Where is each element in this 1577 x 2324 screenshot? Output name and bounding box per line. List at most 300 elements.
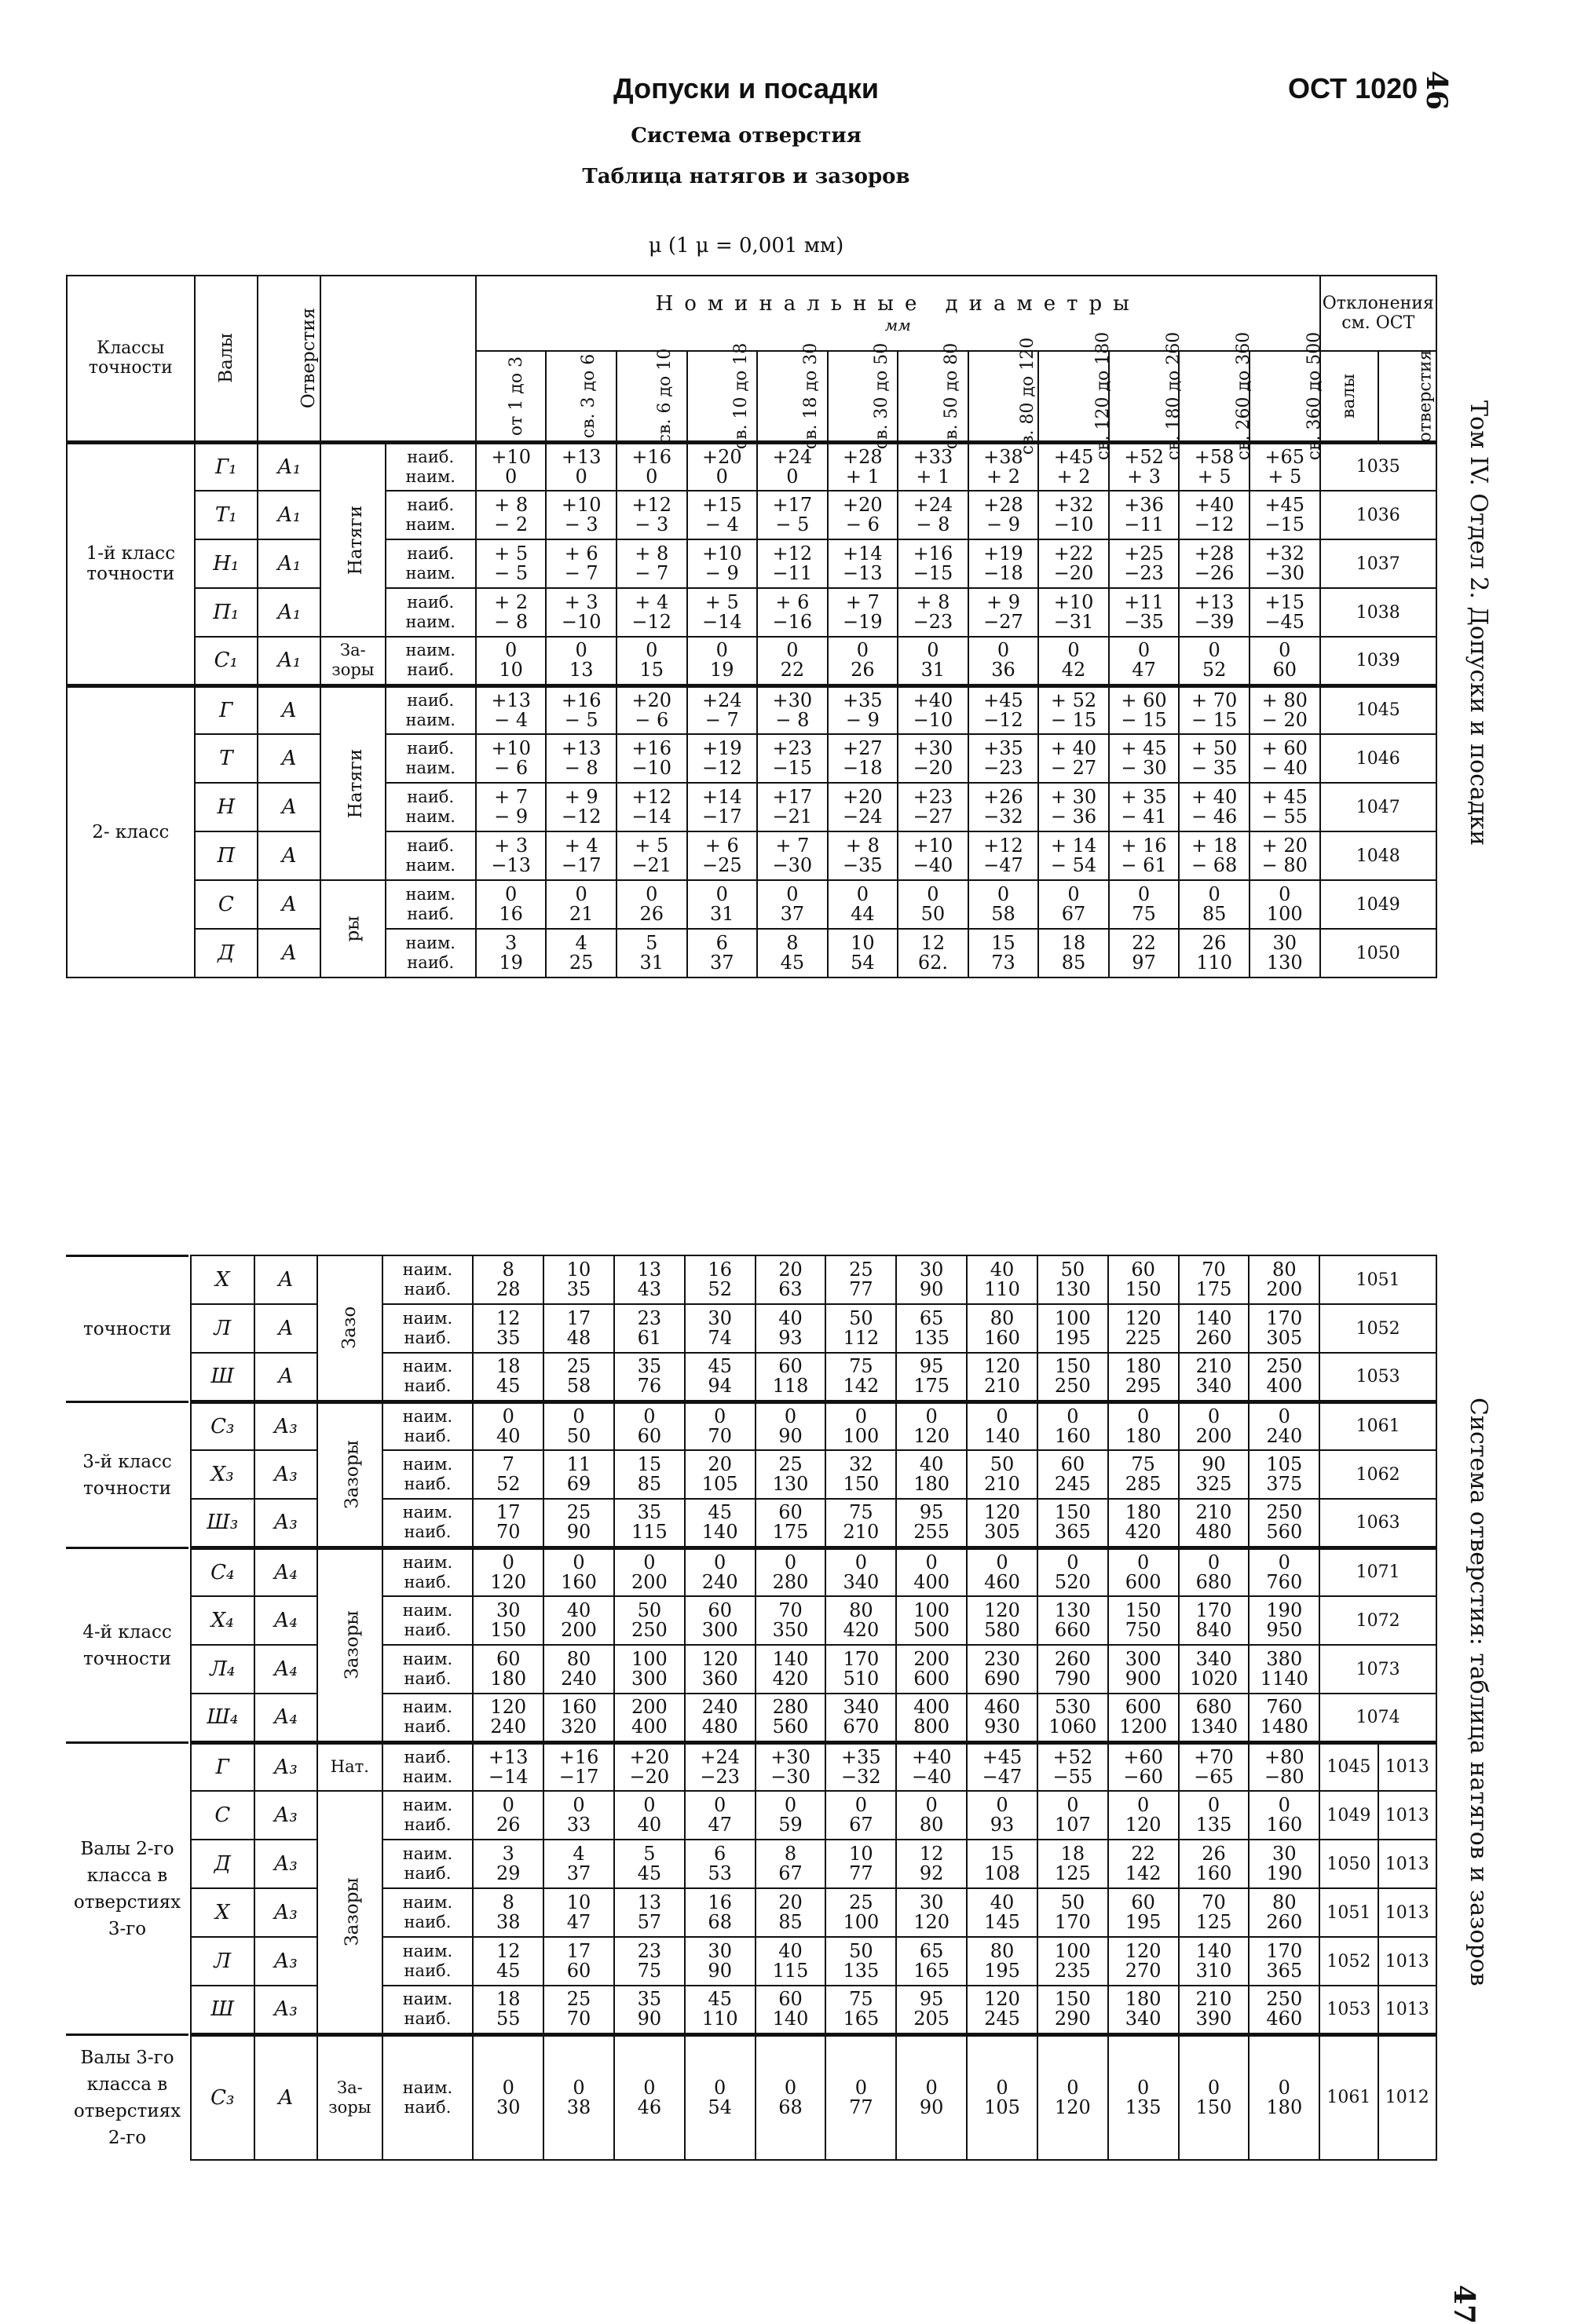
- value-1: +20: [629, 1745, 670, 1768]
- value-cell: [896, 1353, 967, 1401]
- value-2: −23: [1124, 562, 1164, 584]
- limit-label-2: наиб.: [404, 1961, 452, 1980]
- value-2: 52: [1202, 659, 1227, 681]
- value-1: 45: [708, 1355, 732, 1378]
- hole-cell: А₁: [258, 442, 320, 491]
- value-1: +10: [913, 835, 953, 857]
- value-1: 0: [1137, 1794, 1150, 1816]
- value-cell: [685, 1596, 756, 1645]
- table-row: [67, 685, 1436, 734]
- value-cell: [757, 491, 828, 539]
- value-1: 95: [919, 1988, 944, 2011]
- value-1: 260: [1054, 1648, 1091, 1670]
- value-2: 110: [984, 1278, 1020, 1300]
- value-2: − 8: [564, 757, 598, 779]
- value-cell: [1250, 880, 1320, 929]
- value-cell: [614, 1255, 685, 1304]
- limit-label-1: наим.: [402, 1260, 453, 1279]
- limit-label-1: наиб.: [407, 447, 455, 466]
- value-cell: [476, 831, 547, 880]
- limit-labels: [382, 1255, 474, 1304]
- value-1: + 7: [845, 591, 880, 613]
- value-1: 150: [1054, 1988, 1091, 2011]
- kind-ry: [320, 880, 385, 977]
- ost-shaft: 1052: [1319, 1937, 1378, 1986]
- value-2: 35: [496, 1327, 521, 1349]
- value-1: 120: [984, 1501, 1020, 1524]
- limit-label-2: наим.: [405, 612, 456, 631]
- value-cell: [1108, 1596, 1179, 1645]
- value-1: 250: [1266, 1501, 1303, 1524]
- value-2: 200: [561, 1619, 597, 1641]
- value-1: + 18: [1191, 835, 1238, 857]
- value-cell: [1249, 1986, 1319, 2034]
- value-2: − 20: [1261, 708, 1308, 731]
- value-1: +28: [983, 494, 1023, 516]
- value-1: 11: [566, 1453, 591, 1475]
- value-1: +35: [841, 1745, 881, 1768]
- value-2: 235: [1054, 1960, 1091, 1982]
- value-1: 0: [715, 883, 728, 905]
- ost-shaft: 1049: [1319, 1791, 1378, 1840]
- range-label: св. 360 до 500: [1304, 331, 1325, 460]
- value-1: 0: [502, 1405, 514, 1427]
- kind-zazory-5: [317, 1791, 382, 2034]
- value-1: 0: [925, 1551, 938, 1573]
- value-2: 670: [843, 1716, 880, 1738]
- value-2: − 46: [1191, 806, 1238, 828]
- value-2: 92: [919, 1862, 944, 1884]
- value-cell: [1038, 685, 1109, 734]
- value-2: 180: [913, 1473, 950, 1495]
- limit-label-2: наиб.: [404, 1474, 452, 1493]
- value-cell: [1038, 880, 1109, 929]
- limit-labels: [382, 1888, 474, 1937]
- value-2: 180: [490, 1668, 527, 1690]
- value-cell: [1037, 2034, 1108, 2160]
- value-1: 210: [1195, 1501, 1232, 1524]
- value-1: 30: [708, 1307, 732, 1329]
- value-cell: [1037, 1937, 1108, 1986]
- value-cell: [1109, 588, 1180, 637]
- value-cell: [543, 2034, 614, 2160]
- value-2: 115: [772, 1960, 809, 1982]
- value-cell: [967, 1694, 1037, 1742]
- value-1: 0: [925, 1794, 938, 1816]
- kind-zazory-1: За-зоры: [320, 637, 385, 685]
- value-cell: [828, 491, 898, 539]
- value-2: 120: [1054, 2096, 1091, 2118]
- shaft-cell: Н₁: [195, 539, 258, 588]
- value-2: 94: [708, 1375, 732, 1398]
- value-2: 31: [710, 903, 734, 925]
- value-2: 160: [1054, 1424, 1091, 1447]
- value-2: 13: [569, 659, 594, 681]
- value-2: 680: [1195, 1570, 1232, 1593]
- ost-ref: 1050: [1320, 929, 1436, 977]
- value-2: 270: [1125, 1960, 1162, 1982]
- value-2: −47: [983, 854, 1023, 876]
- value-cell: [757, 929, 828, 977]
- value-cell: [685, 1888, 756, 1937]
- value-cell: [757, 637, 828, 685]
- value-1: 5: [643, 1843, 656, 1865]
- value-1: 0: [1137, 883, 1151, 905]
- value-2: 70: [708, 1424, 732, 1447]
- value-2: 375: [1266, 1473, 1303, 1495]
- value-1: 180: [1125, 1501, 1162, 1524]
- value-cell: [1249, 1304, 1319, 1353]
- value-2: − 41: [1121, 806, 1167, 828]
- value-1: +40: [913, 689, 953, 711]
- value-cell: [825, 1937, 896, 1986]
- shaft-cell: Т₁: [195, 491, 258, 539]
- table-row: [67, 831, 1436, 880]
- value-2: −20: [913, 757, 953, 779]
- value-2: 40: [496, 1424, 521, 1447]
- value-2: 280: [772, 1570, 809, 1593]
- value-2: 52: [708, 1278, 732, 1300]
- value-1: 26: [1202, 1843, 1226, 1865]
- value-cell: [473, 1694, 543, 1742]
- value-2: 97: [1132, 952, 1156, 974]
- value-1: + 60: [1121, 689, 1167, 711]
- value-2: 26: [639, 903, 664, 925]
- range-label: св. 180 до 260: [1164, 331, 1184, 460]
- value-1: 120: [490, 1696, 527, 1719]
- group-class1: 1-й класс точности: [67, 442, 195, 685]
- value-2: 67: [778, 1862, 803, 1884]
- value-1: + 4: [564, 835, 598, 857]
- value-2: 750: [1125, 1619, 1162, 1641]
- value-cell: [614, 1791, 685, 1840]
- hole-cell: А₃: [254, 1742, 318, 1791]
- value-cell: [896, 1840, 967, 1888]
- value-cell: [1250, 783, 1320, 831]
- ost-ref: 1045: [1320, 685, 1436, 734]
- value-2: 340: [1195, 1375, 1232, 1398]
- value-2: 690: [984, 1668, 1020, 1690]
- value-1: 0: [996, 1551, 1008, 1573]
- ost-hole: 1013: [1378, 1742, 1436, 1791]
- value-2: 135: [1195, 1814, 1232, 1836]
- value-2: 145: [984, 1911, 1020, 1933]
- value-cell: [617, 539, 687, 588]
- col-range-1: [546, 351, 617, 442]
- value-cell: [687, 929, 758, 977]
- value-cell: [473, 1791, 543, 1840]
- value-2: 63: [778, 1278, 803, 1300]
- value-2: 25: [569, 952, 594, 974]
- ost-shaft: 1045: [1319, 1742, 1378, 1791]
- value-1: 0: [1067, 2076, 1079, 2099]
- value-1: 0: [927, 639, 939, 662]
- value-cell: [685, 1401, 756, 1450]
- value-cell: [1249, 1937, 1319, 1986]
- table-subtitle: Таблица натягов и зазоров: [582, 165, 910, 188]
- value-cell: [896, 1304, 967, 1353]
- value-1: 75: [849, 1501, 873, 1524]
- value-2: 150: [490, 1619, 527, 1641]
- value-cell: [1179, 1694, 1250, 1742]
- value-cell: [687, 539, 758, 588]
- value-1: 0: [1207, 2076, 1220, 2099]
- value-2: 140: [772, 2008, 809, 2030]
- limit-labels: [382, 1694, 474, 1742]
- value-cell: [756, 1304, 826, 1353]
- value-2: 26: [851, 659, 875, 681]
- value-cell: [1108, 1255, 1179, 1304]
- value-1: +27: [843, 737, 883, 759]
- shaft-cell: Г: [195, 685, 258, 734]
- value-cell: [1179, 1450, 1250, 1499]
- value-cell: [757, 539, 828, 588]
- limit-label-2: наим.: [405, 466, 456, 486]
- value-2: 100: [1266, 903, 1303, 925]
- value-1: + 5: [704, 591, 739, 613]
- value-2: 360: [701, 1668, 738, 1690]
- value-1: 240: [701, 1696, 738, 1719]
- limit-label-2: наиб.: [404, 1717, 452, 1737]
- kind-zazory-3: [317, 1401, 382, 1548]
- limit-labels: [386, 637, 476, 685]
- value-1: 35: [637, 1355, 662, 1378]
- value-1: +10: [561, 494, 602, 516]
- value-2: 130: [1054, 1278, 1091, 1300]
- value-2: 1140: [1260, 1668, 1308, 1690]
- value-cell: [1037, 1353, 1108, 1401]
- value-2: 135: [1125, 2096, 1162, 2118]
- value-2: 295: [1125, 1375, 1162, 1398]
- value-cell: [1179, 2034, 1250, 2160]
- value-2: −35: [1124, 611, 1164, 633]
- value-1: +13: [561, 737, 602, 759]
- value-1: 100: [631, 1648, 668, 1670]
- value-2: 140: [701, 1521, 738, 1544]
- value-2: 600: [1125, 1570, 1162, 1593]
- value-1: +45: [1264, 494, 1305, 516]
- value-2: 245: [1054, 1473, 1091, 1495]
- value-cell: [967, 1840, 1037, 1888]
- hole-cell: А₃: [254, 1937, 318, 1986]
- shaft-cell: С₄: [191, 1548, 254, 1596]
- value-1: +30: [913, 737, 953, 759]
- value-cell: [1109, 685, 1180, 734]
- limit-labels: [382, 1353, 474, 1401]
- value-1: + 35: [1121, 786, 1167, 808]
- value-2: + 1: [845, 465, 880, 488]
- value-2: 240: [490, 1716, 527, 1738]
- value-cell: [614, 1888, 685, 1937]
- value-2: 340: [843, 1570, 880, 1593]
- value-2: 68: [778, 2096, 803, 2118]
- value-cell: [546, 831, 617, 880]
- value-2: −30: [772, 854, 813, 876]
- value-1: + 6: [704, 835, 739, 857]
- value-1: 0: [715, 639, 728, 662]
- value-cell: [825, 1986, 896, 2034]
- value-2: −25: [701, 854, 742, 876]
- value-cell: [896, 1791, 967, 1840]
- value-2: 1020: [1189, 1668, 1239, 1690]
- value-1: 380: [1266, 1648, 1303, 1670]
- value-2: 60: [1272, 659, 1297, 681]
- value-2: 0: [646, 465, 658, 488]
- value-2: 100: [843, 1424, 880, 1447]
- value-cell: [1108, 1840, 1179, 1888]
- value-1: 0: [1067, 883, 1080, 905]
- value-2: 35: [566, 1278, 591, 1300]
- value-2: −10: [913, 708, 953, 731]
- value-2: 420: [843, 1619, 880, 1641]
- value-1: + 14: [1050, 835, 1097, 857]
- value-2: −17: [558, 1765, 599, 1788]
- value-1: +13: [561, 445, 602, 468]
- value-1: + 8: [916, 591, 950, 613]
- col-diameters: [476, 276, 1320, 351]
- value-2: 400: [1266, 1375, 1303, 1398]
- value-cell: [617, 637, 687, 685]
- value-2: 90: [778, 1424, 803, 1447]
- group-class2: 2- класс: [67, 685, 195, 977]
- kind-zazo-label: Зазо: [339, 1306, 360, 1350]
- value-cell: [896, 1596, 967, 1645]
- value-cell: [1249, 1694, 1319, 1742]
- value-1: 0: [1207, 1794, 1220, 1816]
- value-1: 18: [496, 1355, 521, 1378]
- value-cell: [617, 783, 687, 831]
- value-2: 0: [575, 465, 587, 488]
- value-2: 165: [913, 1960, 950, 1982]
- value-cell: [756, 1450, 826, 1499]
- value-1: 120: [1125, 1940, 1162, 1962]
- value-1: + 16: [1121, 835, 1167, 857]
- table-row: [191, 2034, 1436, 2160]
- value-cell: [685, 1840, 756, 1888]
- value-1: 600: [1125, 1696, 1162, 1719]
- value-1: 80: [990, 1940, 1015, 1962]
- value-cell: [473, 1986, 543, 2034]
- value-cell: [828, 880, 898, 929]
- value-2: 400: [913, 1570, 950, 1593]
- kind-natyagi-1: [320, 442, 385, 637]
- value-cell: [1108, 1742, 1179, 1791]
- value-2: 115: [631, 1521, 668, 1544]
- value-1: 75: [849, 1355, 873, 1378]
- table-row: [67, 637, 1436, 685]
- value-1: + 7: [775, 835, 810, 857]
- value-cell: [614, 1645, 685, 1694]
- value-2: 195: [1054, 1327, 1091, 1349]
- limit-label-1: наим.: [402, 1455, 453, 1474]
- value-2: 75: [1132, 903, 1156, 925]
- limit-label-1: наим.: [402, 1697, 453, 1717]
- value-2: −23: [700, 1765, 741, 1788]
- value-2: − 7: [704, 708, 739, 731]
- limit-labels: [386, 734, 476, 783]
- hole-cell: А₁: [258, 588, 320, 637]
- value-cell: [967, 1548, 1037, 1596]
- value-1: 3: [502, 1843, 514, 1865]
- value-cell: [967, 2034, 1037, 2160]
- value-cell: [898, 588, 968, 637]
- value-1: 10: [849, 1843, 873, 1865]
- value-2: 260: [1266, 1911, 1303, 1933]
- value-2: 160: [561, 1570, 597, 1593]
- table-row: [191, 1791, 1436, 1840]
- hole-cell: А₃: [254, 1791, 318, 1840]
- value-2: −55: [1052, 1765, 1093, 1788]
- kind-zazo: [317, 1255, 382, 1401]
- value-1: 0: [643, 2076, 656, 2099]
- value-2: 77: [849, 1862, 873, 1884]
- value-cell: [473, 1937, 543, 1986]
- shaft-cell: Д: [191, 1840, 254, 1888]
- col-range-6: [898, 342, 968, 449]
- ost-hole: 1013: [1378, 1888, 1436, 1937]
- kind-zazory-4-label: Зазоры: [342, 1610, 363, 1679]
- value-1: +14: [701, 786, 742, 808]
- kind-zazory-6: За-зоры: [317, 2034, 382, 2160]
- value-2: 85: [1202, 903, 1227, 925]
- value-2: −39: [1194, 611, 1235, 633]
- value-cell: [757, 442, 828, 491]
- value-2: 108: [984, 1862, 1020, 1884]
- shaft-cell: Л: [191, 1304, 254, 1353]
- value-cell: [968, 637, 1039, 685]
- value-2: 110: [701, 2008, 738, 2030]
- value-2: 16: [499, 903, 523, 925]
- value-2: −30: [770, 1765, 810, 1788]
- value-2: 150: [843, 1473, 880, 1495]
- value-2: − 54: [1050, 854, 1097, 876]
- value-2: 85: [1061, 952, 1086, 974]
- limit-labels: [386, 539, 476, 588]
- value-cell: [685, 1255, 756, 1304]
- value-1: 15: [990, 1843, 1015, 1865]
- value-cell: [476, 491, 547, 539]
- value-cell: [756, 1694, 826, 1742]
- value-cell: [896, 1742, 967, 1791]
- value-1: +20: [631, 689, 672, 711]
- hole-cell: А: [258, 929, 320, 977]
- value-1: 530: [1054, 1696, 1091, 1719]
- value-2: 80: [919, 1814, 944, 1836]
- value-cell: [898, 637, 968, 685]
- value-1: 60: [1131, 1891, 1155, 1913]
- value-cell: [1108, 1888, 1179, 1937]
- value-2: −20: [1053, 562, 1094, 584]
- value-cell: [614, 1937, 685, 1986]
- value-2: 60: [566, 1960, 591, 1982]
- value-1: 280: [772, 1696, 809, 1719]
- value-cell: [1038, 831, 1109, 880]
- value-cell: [473, 1548, 543, 1596]
- value-cell: [1179, 637, 1250, 685]
- value-2: −11: [1124, 513, 1164, 535]
- value-1: +12: [631, 494, 672, 516]
- value-cell: [1037, 1840, 1108, 1888]
- value-1: 0: [502, 2076, 514, 2099]
- value-2: 250: [631, 1619, 668, 1641]
- value-2: 305: [984, 1521, 1020, 1544]
- limit-labels: [382, 2034, 474, 2160]
- value-cell: [687, 491, 758, 539]
- value-cell: [896, 1450, 967, 1499]
- value-1: 190: [1266, 1599, 1303, 1621]
- limit-label-1: наим.: [405, 885, 456, 904]
- value-cell: [1179, 831, 1250, 880]
